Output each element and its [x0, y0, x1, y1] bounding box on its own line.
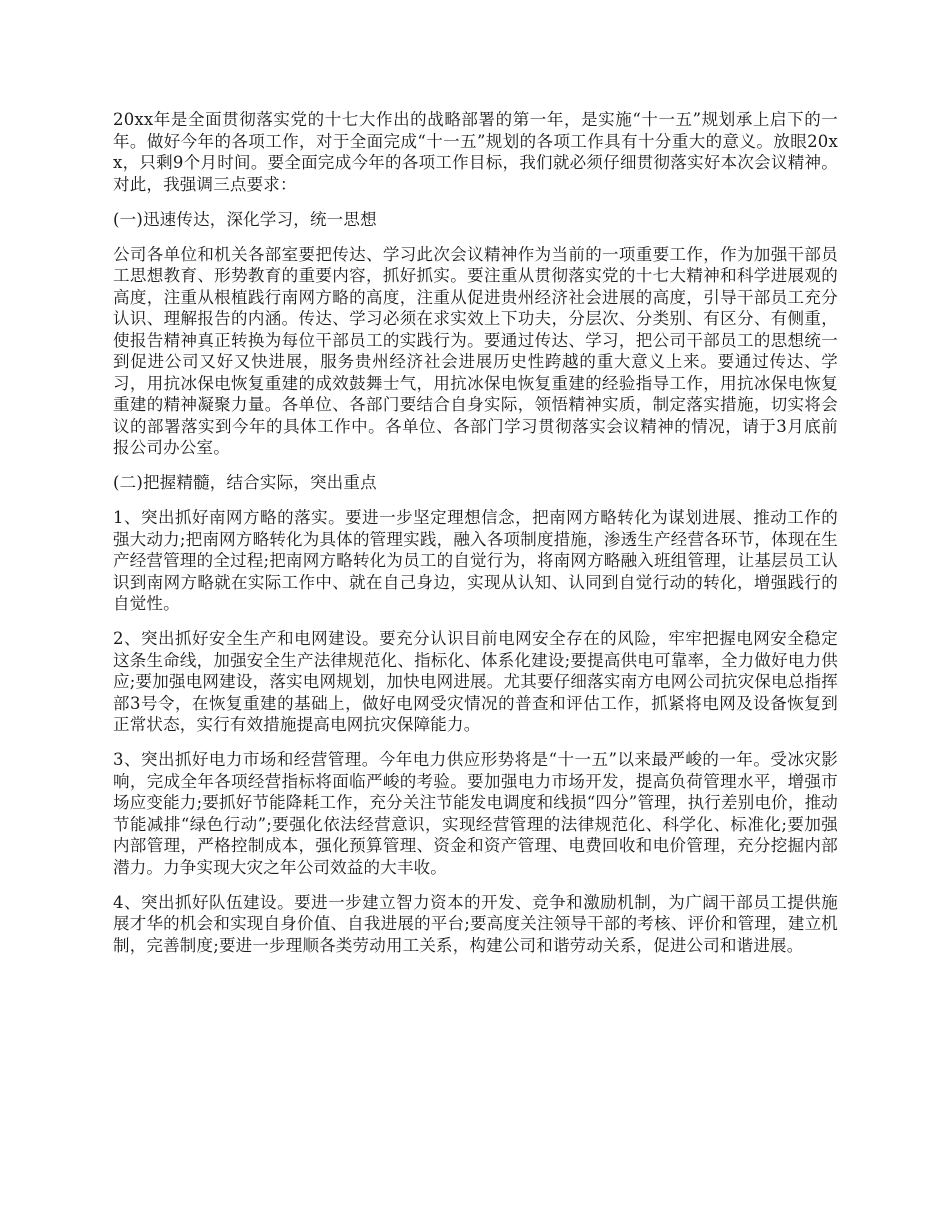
intro-paragraph: 20xx年是全面贯彻落实党的十七大作出的战略部署的第一年，是实施“十一五”规划承上启下的一年。做好今年的各项工作，对于全面完成“十一五”规划的各项工作具有十分重大的意义。放眼20xx，只剩9个月时间。要全面完成今年的各项工作目标，我们就必须仔细贯彻落实好本次会议精神。对此，我强调三点要求： — [113, 110, 838, 194]
section-1-paragraph: 公司各单位和机关各部室要把传达、学习此次会议精神作为当前的一项重要工作，作为加强干部员工思想教育、形势教育的重要内容，抓好抓实。要注重从贯彻落实党的十七大精神和科学进展观的高度，注重从根植践行南网方略的高度，注重从促进贵州经济社会进展的高度，引导干部员工充分认识、理解报告的内涵。传达、学习必须在求实效上下功夫，分层次、分类别、有区分、有侧重，使报告精神真正转换为每位干部员工的实践行为。要通过传达、学习，把公司干部员工的思想统一到促进公司又好又快进展，服务贵州经济社会进展历史性跨越的重大意义上来。要通过传达、学习，用抗冰保电恢复重建的成效鼓舞士气，用抗冰保电恢复重建的经验指导工作，用抗冰保电恢复重建的精神凝聚力量。各单位、各部门要结合自身实际，领悟精神实质，制定落实措施，切实将会议的部署落实到今年的具体工作中。各单位、各部门学习贯彻落实会议精神的情况，请于3月底前报公司办公室。 — [113, 244, 838, 457]
list-item-4: 4、突出抓好队伍建设。要进一步建立智力资本的开发、竞争和激励机制，为广阔干部员工提供施展才华的机会和实现自身价值、自我进展的平台;要高度关注领导干部的考核、评价和管理，建立机制，完善制度;要进一步理顺各类劳动用工关系，构建公司和谐劳动关系，促进公司和谐进展。 — [113, 892, 838, 955]
section-heading-1: (一)迅速传达，深化学习，统一思想 — [113, 209, 377, 229]
document-body — [113, 109, 838, 970]
list-item-3: 3、突出抓好电力市场和经营管理。今年电力供应形势将是“十一五”以来最严峻的一年。受冰灾影响，完成全年各项经营指标将面临严峻的考验。要加强电力市场开发，提高负荷管理水平，增强市场应变能力;要抓好节能降耗工作，充分关注节能发电调度和线损“四分”管理，执行差别电价，推动节能减排“绿色行动”;要强化依法经营意识，实现经营管理的法律规范化、科学化、标准化;要加强内部管理，严格控制成本，强化预算管理、资金和资产管理、电费回收和电价管理，充分挖掘内部潜力。力争实现大灾之年公司效益的大丰收。 — [113, 750, 838, 877]
list-item-2: 2、突出抓好安全生产和电网建设。要充分认识目前电网安全存在的风险，牢牢把握电网安全稳定这条生命线，加强安全生产法律规范化、指标化、体系化建设;要提高供电可靠率，全力做好电力供应;要加强电网建设，落实电网规划，加快电网进展。尤其要仔细落实南方电网公司抗灾保电总指挥部3号令，在恢复重建的基础上，做好电网受灾情况的普查和评估工作，抓紧将电网及设备恢复到正常状态，实行有效措施提高电网抗灾保障能力。 — [113, 629, 838, 734]
list-item-1: 1、突出抓好南网方略的落实。要进一步坚定理想信念，把南网方略转化为谋划进展、推动工作的强大动力;把南网方略转化为具体的管理实践，融入各项制度措施，渗透生产经营各环节，体现在生产经营管理的全过程;把南网方略转化为员工的自觉行为，将南网方略融入班组管理，让基层员工认识到南网方略就在实际工作中、就在自己身边，实现从认知、认同到自觉行动的转化，增强践行的自觉性。 — [113, 508, 838, 613]
section-heading-2: (二)把握精髓，结合实际，突出重点 — [113, 473, 377, 492]
